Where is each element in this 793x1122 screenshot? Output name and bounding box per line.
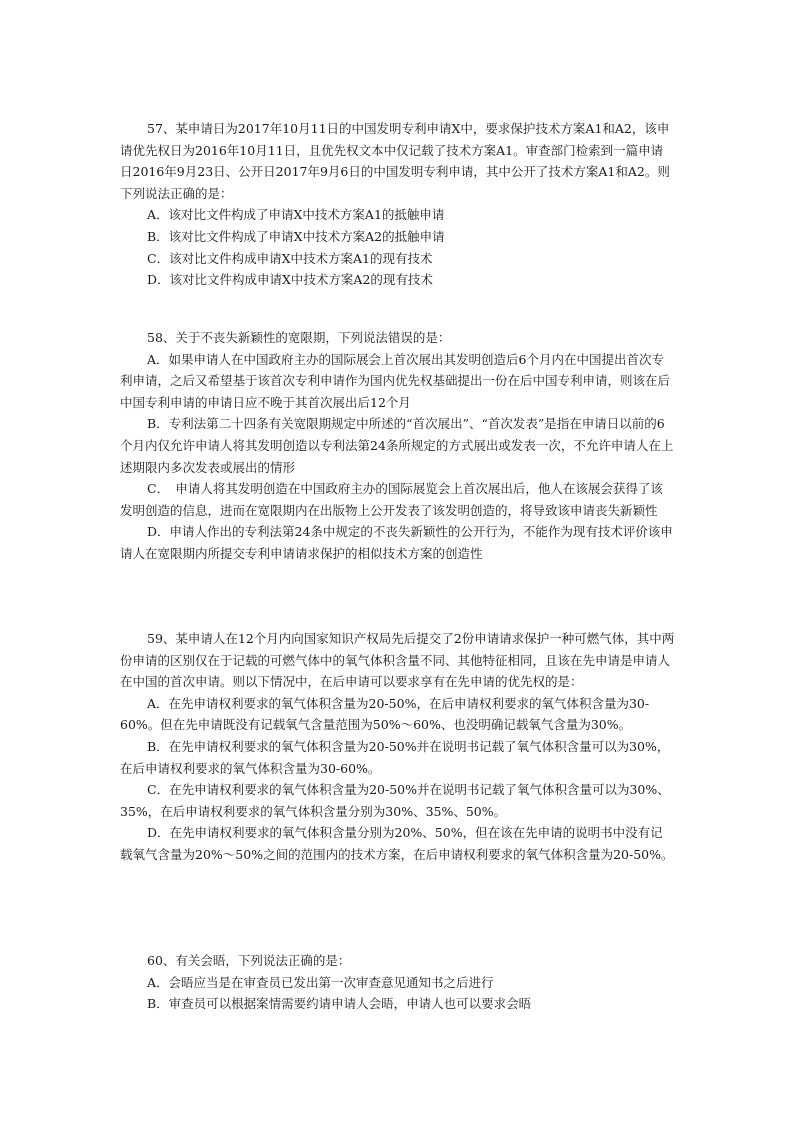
option-a: A．在先申请权利要求的氧气体积含量为20-50%，在后申请权利要求的氧气体积含量为30-60%。但在先申请既没有记载氧气含量范围为50%～60%、也没明确记载氧气含量为30%。	[120, 695, 650, 733]
option-a: A．该对比文件构成了申请X中技术方案A1的抵触申请	[147, 207, 445, 223]
question-57	[120, 118, 675, 291]
option-c: C．在先申请权利要求的氧气体积含量为20-50%并在说明书记载了氧气体积含量可以为30%、35%，在后申请权利要求的氧气体积含量分别为30%、35%、50%。	[120, 782, 670, 819]
option-d: D．申请人作出的专利法第24条中规定的不丧失新颖性的公开行为，不能作为现有技术评价该申请人在宽限期内所提交专利申请请求保护的相似技术方案的创造性	[120, 524, 673, 561]
question-stem: 60、有关会晤，下列说法正确的是：	[147, 953, 351, 968]
option-c: C．该对比文件构成申请X中技术方案A1的现有技术	[147, 250, 433, 266]
question-stem: 57、某申请日为2017年10月11日的中国发明专利申请X中，要求保护技术方案A1和A2，该申请优先权日为2016年10月11日，且优先权文本中仅记载了技术方案A1。审查部门检索到一篇申请日2016年9月23日、公开日2017年9月6日的中国发明专利申请，其中公开了技术方案A1和A2。则下列说法正确的是：	[120, 121, 670, 201]
option-a: A．会晤应当是在审查员已发出第一次审查意见通知书之后进行	[147, 974, 494, 990]
option-d: D．在先申请权利要求的氧气体积含量分别为20%、50%，但在该在先申请的说明书中没有记载氧气含量为20%～50%之间的范围内的技术方案，在后申请权利要求的氧气体积含量为20-50%。	[120, 825, 674, 862]
option-b: B．审查员可以根据案情需要约请申请人会晤，申请人也可以要求会晤	[147, 996, 532, 1012]
option-b: B．专利法第二十四条有关宽限期规定中所述的“首次展出”、“首次发表”是指在申请日以前的6个月内仅允许申请人将其发明创造以专利法第24条所规定的方式展出或发表一次，不允许申请人在上述期限内多次发表或展出的情形	[120, 416, 674, 475]
question-stem: 59、某申请人在12个月内向国家知识产权局先后提交了2份申请请求保护一种可燃气体，其中两份申请的区别仅在于记载的可燃气体中的氧气体积含量不同、其他特征相同，且该在先申请是申请人在中国的首次申请。则以下情况中，在后申请可以要求享有在先申请的优先权的是：	[120, 631, 675, 690]
question-stem: 58、关于不丧失新颖性的宽限期，下列说法错误的是：	[147, 330, 451, 345]
option-c: C． 申请人将其发明创造在中国政府主办的国际展览会上首次展出后，他人在该展会获得了该发明创造的信息，进而在宽限期内在出版物上公开发表了该发明创造的，将导致该申请丧失新颖性	[120, 481, 663, 518]
option-b: B．在先申请权利要求的氧气体积含量为20-50%并在说明书记载了氧气体积含量可以为30%，在后申请权利要求的氧气体积含量为30-60%。	[120, 738, 670, 776]
question-58	[120, 327, 675, 565]
option-a: A．如果申请人在中国政府主办的国际展会上首次展出其发明创造后6个月内在中国提出首次专利申请，之后又希望基于该首次专利申请作为国内优先权基础提出一份在后中国专利申请，则该在后中国专利申请的申请日应不晚于其首次展出后12个月	[120, 351, 671, 410]
option-b: B．该对比文件构成了申请X中技术方案A2的抵触申请	[147, 228, 445, 244]
option-d: D．该对比文件构成申请X中技术方案A2的现有技术	[147, 272, 433, 288]
question-59	[120, 628, 675, 866]
question-60	[120, 950, 675, 1015]
